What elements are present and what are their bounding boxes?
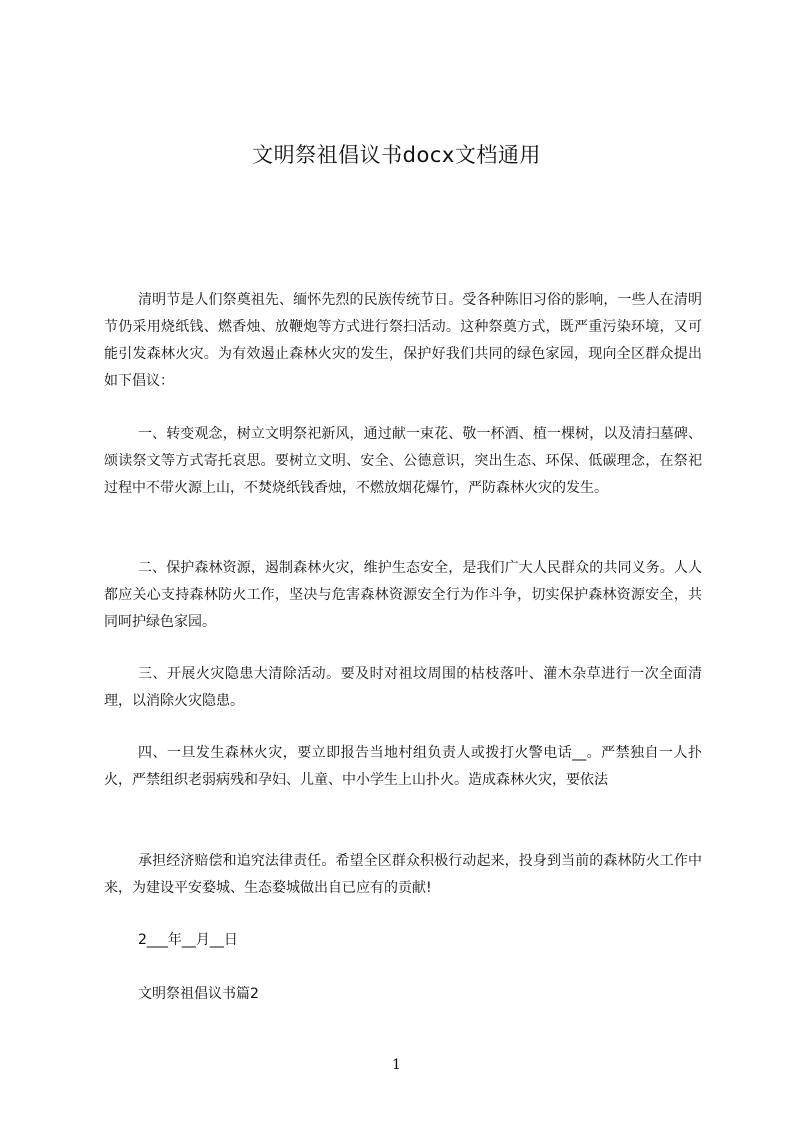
- document-title: 文明祭祖倡议书docx文档通用: [252, 143, 541, 167]
- date-line: 2___年__月__日: [138, 932, 238, 948]
- paragraph-proposal-1: 一、转变观念，树立文明祭祀新风，通过献一束花、敬一杯酒、植一棵树，以及清扫墓碑、颂读祭文等方式寄托哀思。要树立文明、安全、公德意识，突出生态、环保、低碳理念，在祭祀过程中不带火源上山，不焚烧纸钱香烛，不燃放烟花爆竹，严防森林火灾的发生。: [104, 426, 702, 496]
- paragraph-intro: 清明节是人们祭奠祖先、缅怀先烈的民族传统节日。受各种陈旧习俗的影响，一些人在清明节仍采用烧纸钱、燃香烛、放鞭炮等方式进行祭扫活动。这种祭奠方式，既严重污染环境，又可能引发森林火灾。为有效遏止森林火灾的发生，保护好我们共同的绿色家园，现向全区群众提出如下倡议：: [104, 292, 702, 389]
- paragraph-closing: 承担经济赔偿和追究法律责任。希望全区群众积极行动起来，投身到当前的森林防火工作中来，为建设平安婺城、生态婺城做出自已应有的贡献!: [104, 853, 702, 896]
- paragraph-proposal-4: 四、一旦发生森林火灾，要立即报告当地村组负责人或拨打火警电话__。严禁独自一人扑火，严禁组织老弱病残和孕妇、儿童、中小学生上山扑火。造成森林火灾，要依法: [104, 745, 702, 788]
- paragraph-proposal-2: 二、保护森林资源，遏制森林火灾，维护生态安全，是我们广大人民群众的共同义务。人人都应关心支持森林防火工作，坚决与危害森林资源安全行为作斗争，切实保护森林资源安全，共同呵护绿色家园。: [104, 560, 702, 630]
- page-number: 1: [392, 1057, 401, 1073]
- section-heading-next: 文明祭祖倡议书篇2: [138, 986, 259, 1002]
- paragraph-proposal-3: 三、开展火灾隐患大清除活动。要及时对祖坟周围的枯枝落叶、灌木杂草进行一次全面清理，以消除火灾隐患。: [104, 666, 702, 709]
